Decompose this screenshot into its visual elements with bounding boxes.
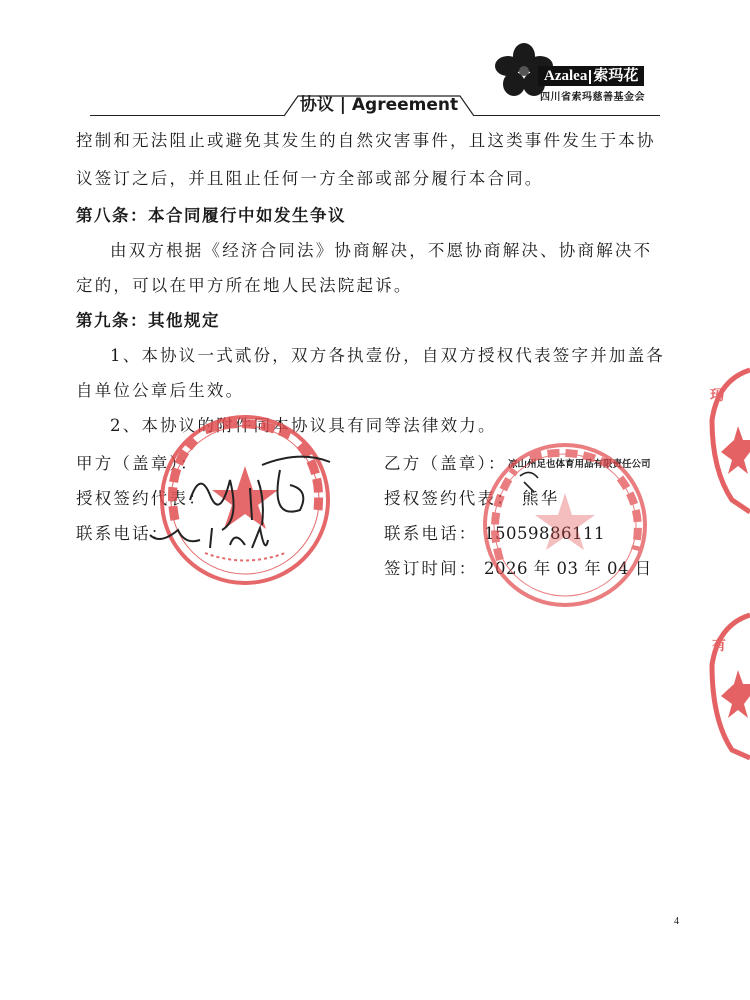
party-a-seal-label: 甲方（盖章）： bbox=[76, 454, 199, 473]
party-b-rep-label: 授权签约代表： bbox=[384, 489, 515, 508]
party-b-company: 凉山州足也体育用品有限责任公司 bbox=[508, 459, 651, 470]
clause-text-line: 由双方根据《经济合同法》协商解决，不愿协商解决、协商解决不 bbox=[110, 241, 653, 260]
edge-stamp-lower bbox=[712, 615, 750, 758]
party-b-phone: 15059886111 bbox=[484, 524, 605, 543]
clause-text-line: 定的，可以在甲方所在地人民法院起诉。 bbox=[76, 276, 413, 295]
logo-title-en: Azalea bbox=[544, 68, 588, 84]
foundation-logo bbox=[492, 42, 664, 103]
party-a-phone-label: 联系电话： bbox=[76, 524, 170, 543]
svg-text:有: 有 bbox=[712, 638, 726, 654]
clause-text-line: 2、本协议的附件同本协议具有同等法律效力。 bbox=[110, 416, 497, 435]
seal-star-icon bbox=[212, 466, 278, 529]
clause-text-line: 1、本协议一式贰份，双方各执壹份，自双方授权代表签字并加盖各 bbox=[110, 346, 665, 365]
party-b-seal-label: 乙方（盖章）： bbox=[384, 454, 507, 473]
party-b-date: 2026 年 03 年 04 日 bbox=[484, 559, 652, 578]
document-tab bbox=[284, 94, 474, 116]
party-b-rep-name: 熊华 bbox=[522, 489, 560, 508]
clause-9-heading: 第九条：其他规定 bbox=[76, 311, 220, 330]
document-tab-label: 协议 | Agreement bbox=[299, 95, 459, 115]
party-b-date-label: 签订时间： bbox=[384, 559, 478, 578]
clause-text-line: 自单位公章后生效。 bbox=[76, 381, 245, 400]
logo-title bbox=[538, 66, 644, 86]
logo-title-cn: 索玛花 bbox=[593, 68, 639, 84]
clause-8-heading: 第八条：本合同履行中如发生争议 bbox=[76, 206, 346, 225]
clause-text-line: 议签订之后，并且阻止任何一方全部或部分履行本合同。 bbox=[76, 169, 544, 188]
svg-text:玛: 玛 bbox=[710, 388, 724, 404]
party-b-phone-label: 联系电话： bbox=[384, 524, 478, 543]
party-a-rep-label: 授权签约代表： bbox=[76, 489, 207, 508]
clause-text-line: 控制和无法阻止或避免其发生的自然灾害事件，且这类事件发生于本协 bbox=[76, 131, 656, 150]
logo-subtitle: 四川省索玛慈善基金会 bbox=[540, 92, 645, 103]
page-number: 4 bbox=[674, 916, 679, 927]
edge-stamp-upper bbox=[710, 370, 750, 512]
